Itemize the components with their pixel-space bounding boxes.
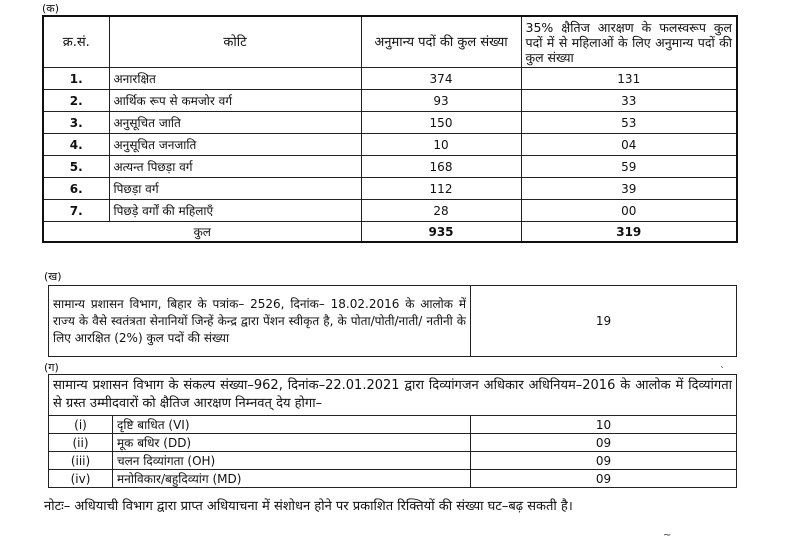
women-posts-header: 35% क्षैतिज आरक्षण के फलस्वरूप कुल पदों में से महिलाओं के लिए अनुमान्य पदों की कुल संख्या [521,16,737,68]
total-row [43,222,737,243]
row-serial: (iv) [49,470,113,488]
row-serial: 7. [43,200,109,222]
note-text: अधियाची विभाग द्वारा प्राप्त अधियाचना में संशोधन होने पर प्रकाशित रिक्तियों की संख्या घट–बढ़ सकती है। [74,499,573,514]
row-women: 59 [521,156,737,178]
row-category: मूक बधिर (DD) [113,434,471,452]
row-women: 39 [521,178,737,200]
serial-header: क्र.सं. [43,16,109,68]
total-posts-value: 935 [361,222,521,243]
disability-heading: सामान्य प्रशासन विभाग के संकल्प संख्या–962, दिनांक–22.01.2021 द्वारा दिव्यांगजन अधिकार अधिनियम–2016 के आलोक में दिव्यांगता से ग्रस्त उम्मीदवारों को क्षैतिज आरक्षण निम्नवत् देय होगा– [49,375,737,416]
table-row [43,112,737,134]
note-label: नोटः– [44,499,71,514]
table-row [43,90,737,112]
total-women-value: 319 [521,222,737,243]
table-row [43,68,737,90]
row-serial: (i) [49,416,113,434]
row-category: मनोविकार/बहुदिव्यांग (MD) [113,470,471,488]
row-total: 168 [361,156,521,178]
note-paragraph [44,497,738,516]
section-a-label: (क) [42,2,60,15]
row-total: 112 [361,178,521,200]
row-total: 374 [361,68,521,90]
table-row [49,452,737,470]
stray-mark: ~ [663,530,672,541]
row-women: 33 [521,90,737,112]
row-total: 10 [361,134,521,156]
row-total: 150 [361,112,521,134]
row-category: चलन दिव्यांगता (OH) [113,452,471,470]
table-row [43,200,737,222]
row-category: पिछड़े वर्गों की महिलाएँ [109,200,361,222]
row-serial: 6. [43,178,109,200]
table-row [49,416,737,434]
disability-table [48,374,737,488]
section-g-label: (ग) [44,361,59,374]
category-posts-table [42,15,738,243]
row-total: 93 [361,90,521,112]
row-category: आर्थिक रूप से कमजोर वर्ग [109,90,361,112]
row-value: 09 [471,452,737,470]
row-serial: (ii) [49,434,113,452]
row-value: 10 [471,416,737,434]
row-value: 09 [471,470,737,488]
table-row [49,434,737,452]
table-row [49,286,737,357]
row-category: अनुसूचित जाति [109,112,361,134]
row-category: अत्यन्त पिछड़ा वर्ग [109,156,361,178]
row-serial: 4. [43,134,109,156]
row-category: दृष्टि बाधित (VI) [113,416,471,434]
total-posts-header: अनुमान्य पदों की कुल संख्या [361,16,521,68]
table-row [43,156,737,178]
row-serial: 5. [43,156,109,178]
row-serial: (iii) [49,452,113,470]
section-b-label: (ख) [44,270,62,283]
row-women: 00 [521,200,737,222]
row-total: 28 [361,200,521,222]
row-category: पिछड़ा वर्ग [109,178,361,200]
freedom-fighter-table [48,285,737,357]
table-header-row [43,16,737,68]
row-women: 131 [521,68,737,90]
disability-heading-row [49,375,737,416]
row-serial: 1. [43,68,109,90]
row-women: 53 [521,112,737,134]
stray-mark: ` [720,366,725,377]
table-row [43,134,737,156]
row-value: 09 [471,434,737,452]
row-category: अनुसूचित जनजाति [109,134,361,156]
row-serial: 3. [43,112,109,134]
row-serial: 2. [43,90,109,112]
row-women: 04 [521,134,737,156]
note-block [44,497,738,516]
row-category: अनारक्षित [109,68,361,90]
total-label: कुल [43,222,361,243]
table-row [43,178,737,200]
category-header: कोटि [109,16,361,68]
freedom-fighter-value: 19 [471,286,737,357]
freedom-fighter-text: सामान्य प्रशासन विभाग, बिहार के पत्रांक– 2526, दिनांक– 18.02.2016 के आलोक में राज्य के वैसे स्वतंत्रता सेनानियों जिन्हें केन्द्र द्वारा पेंशन स्वीकृत है, के पोता/पोती/नाती/ नतीनी के लिए आरक्षित (2%) कुल पदों की संख्या [49,286,471,357]
table-row [49,470,737,488]
